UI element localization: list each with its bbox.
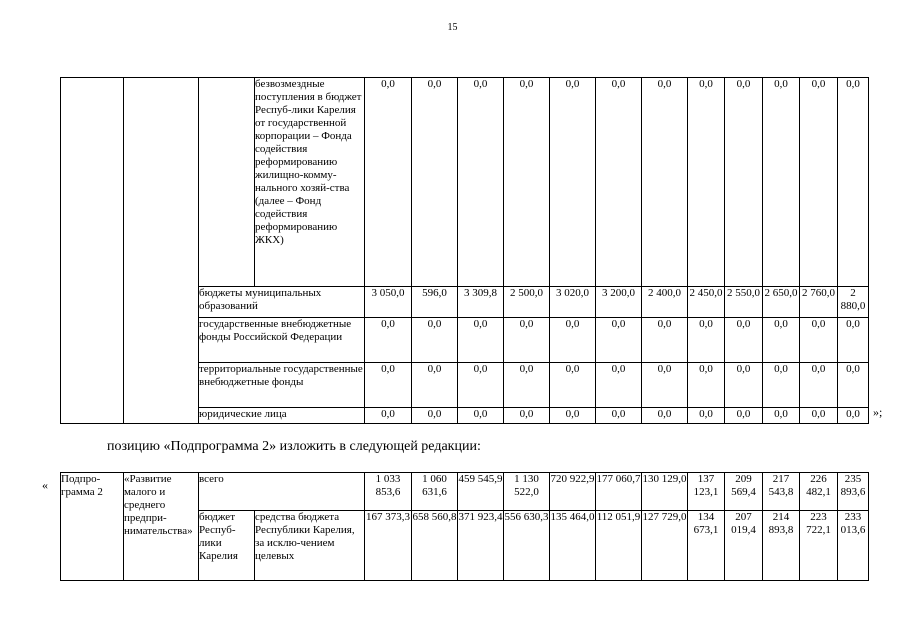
row-label: безвозмездные поступления в бюджет Респуб-лики Карелия от государственной корпорации – Фонда содействия реформированию жилищно-комму-нального хозяй-ства (далее – Фонд содействия реформированию ЖКХ) <box>255 78 365 287</box>
value-cell: 0,0 <box>365 318 412 363</box>
value-cell: 0,0 <box>688 78 725 287</box>
row-label: территориальные государственные внебюджетные фонды <box>199 363 365 408</box>
value-cell: 127 729,0 <box>642 511 688 581</box>
value-cell: 0,0 <box>763 408 800 424</box>
page-number: 15 <box>447 22 458 33</box>
value-cell: 0,0 <box>688 318 725 363</box>
subprogram-number: Подпро-грамма 2 <box>61 473 124 581</box>
value-cell: 0,0 <box>725 363 763 408</box>
value-cell: 0,0 <box>458 78 504 287</box>
value-cell: 0,0 <box>550 78 596 287</box>
empty-cell <box>199 78 255 287</box>
row-label: всего <box>199 473 365 511</box>
value-cell: 3 020,0 <box>550 287 596 318</box>
value-cell: 0,0 <box>458 408 504 424</box>
value-cell: 1 060 631,6 <box>412 473 458 511</box>
value-cell: 3 050,0 <box>365 287 412 318</box>
value-cell: 0,0 <box>725 408 763 424</box>
value-cell: 0,0 <box>458 363 504 408</box>
value-cell: 0,0 <box>365 363 412 408</box>
value-cell: 137 123,1 <box>688 473 725 511</box>
empty-cell <box>124 78 199 424</box>
value-cell: 2 880,0 <box>838 287 869 318</box>
value-cell: 0,0 <box>763 318 800 363</box>
value-cell: 0,0 <box>838 78 869 287</box>
value-cell: 0,0 <box>504 363 550 408</box>
value-cell: 0,0 <box>550 408 596 424</box>
value-cell: 0,0 <box>642 408 688 424</box>
empty-cell <box>61 78 124 424</box>
value-cell: 0,0 <box>550 363 596 408</box>
budget-sublabel: средства бюджета Республики Карелия, за исклю-чением целевых <box>255 511 365 581</box>
subprogram-title: «Развитие малого и среднего предпри-нимательства» <box>124 473 199 581</box>
value-cell: 223 722,1 <box>800 511 838 581</box>
value-cell: 0,0 <box>412 363 458 408</box>
instruction-text: позицию «Подпрограмма 2» изложить в следующей редакции: <box>107 439 481 454</box>
value-cell: 1 130 522,0 <box>504 473 550 511</box>
value-cell: 3 200,0 <box>596 287 642 318</box>
value-cell: 130 129,0 <box>642 473 688 511</box>
closing-quote: »; <box>873 405 883 419</box>
value-cell: 0,0 <box>763 78 800 287</box>
funding-table-continuation <box>60 77 869 424</box>
value-cell: 0,0 <box>725 78 763 287</box>
value-cell: 2 400,0 <box>642 287 688 318</box>
value-cell: 0,0 <box>596 318 642 363</box>
value-cell: 214 893,8 <box>763 511 800 581</box>
subprogram-2-table <box>60 472 869 581</box>
value-cell: 0,0 <box>365 78 412 287</box>
value-cell: 0,0 <box>412 318 458 363</box>
value-cell: 0,0 <box>838 408 869 424</box>
value-cell: 0,0 <box>725 318 763 363</box>
value-cell: 235 893,6 <box>838 473 869 511</box>
opening-quote: « <box>42 478 48 492</box>
value-cell: 0,0 <box>504 408 550 424</box>
value-cell: 1 033 853,6 <box>365 473 412 511</box>
value-cell: 207 019,4 <box>725 511 763 581</box>
value-cell: 209 569,4 <box>725 473 763 511</box>
value-cell: 2 650,0 <box>763 287 800 318</box>
value-cell: 0,0 <box>596 363 642 408</box>
value-cell: 3 309,8 <box>458 287 504 318</box>
value-cell: 720 922,9 <box>550 473 596 511</box>
value-cell: 112 051,9 <box>596 511 642 581</box>
value-cell: 233 013,6 <box>838 511 869 581</box>
row-label: государственные внебюджетные фонды Российской Федерации <box>199 318 365 363</box>
value-cell: 0,0 <box>688 363 725 408</box>
value-cell: 0,0 <box>800 363 838 408</box>
value-cell: 596,0 <box>412 287 458 318</box>
value-cell: 0,0 <box>642 318 688 363</box>
value-cell: 0,0 <box>365 408 412 424</box>
value-cell: 135 464,0 <box>550 511 596 581</box>
value-cell: 2 550,0 <box>725 287 763 318</box>
value-cell: 556 630,3 <box>504 511 550 581</box>
value-cell: 0,0 <box>642 363 688 408</box>
value-cell: 177 060,7 <box>596 473 642 511</box>
value-cell: 658 560,8 <box>412 511 458 581</box>
value-cell: 2 450,0 <box>688 287 725 318</box>
value-cell: 2 760,0 <box>800 287 838 318</box>
value-cell: 0,0 <box>800 408 838 424</box>
table-row <box>61 78 869 287</box>
value-cell: 0,0 <box>838 363 869 408</box>
value-cell: 0,0 <box>412 408 458 424</box>
value-cell: 0,0 <box>596 408 642 424</box>
value-cell: 0,0 <box>800 318 838 363</box>
value-cell: 0,0 <box>504 318 550 363</box>
value-cell: 134 673,1 <box>688 511 725 581</box>
value-cell: 371 923,4 <box>458 511 504 581</box>
value-cell: 0,0 <box>596 78 642 287</box>
value-cell: 0,0 <box>800 78 838 287</box>
value-cell: 217 543,8 <box>763 473 800 511</box>
budget-label: бюджет Респуб-лики Карелия <box>199 511 255 581</box>
value-cell: 459 545,9 <box>458 473 504 511</box>
value-cell: 226 482,1 <box>800 473 838 511</box>
value-cell: 0,0 <box>838 318 869 363</box>
value-cell: 167 373,3 <box>365 511 412 581</box>
value-cell: 0,0 <box>458 318 504 363</box>
row-label: юридические лица <box>199 408 365 424</box>
table-row <box>61 473 869 511</box>
value-cell: 0,0 <box>412 78 458 287</box>
row-label: бюджеты муниципальных образований <box>199 287 365 318</box>
value-cell: 0,0 <box>763 363 800 408</box>
value-cell: 0,0 <box>504 78 550 287</box>
value-cell: 0,0 <box>642 78 688 287</box>
value-cell: 0,0 <box>550 318 596 363</box>
value-cell: 2 500,0 <box>504 287 550 318</box>
value-cell: 0,0 <box>688 408 725 424</box>
